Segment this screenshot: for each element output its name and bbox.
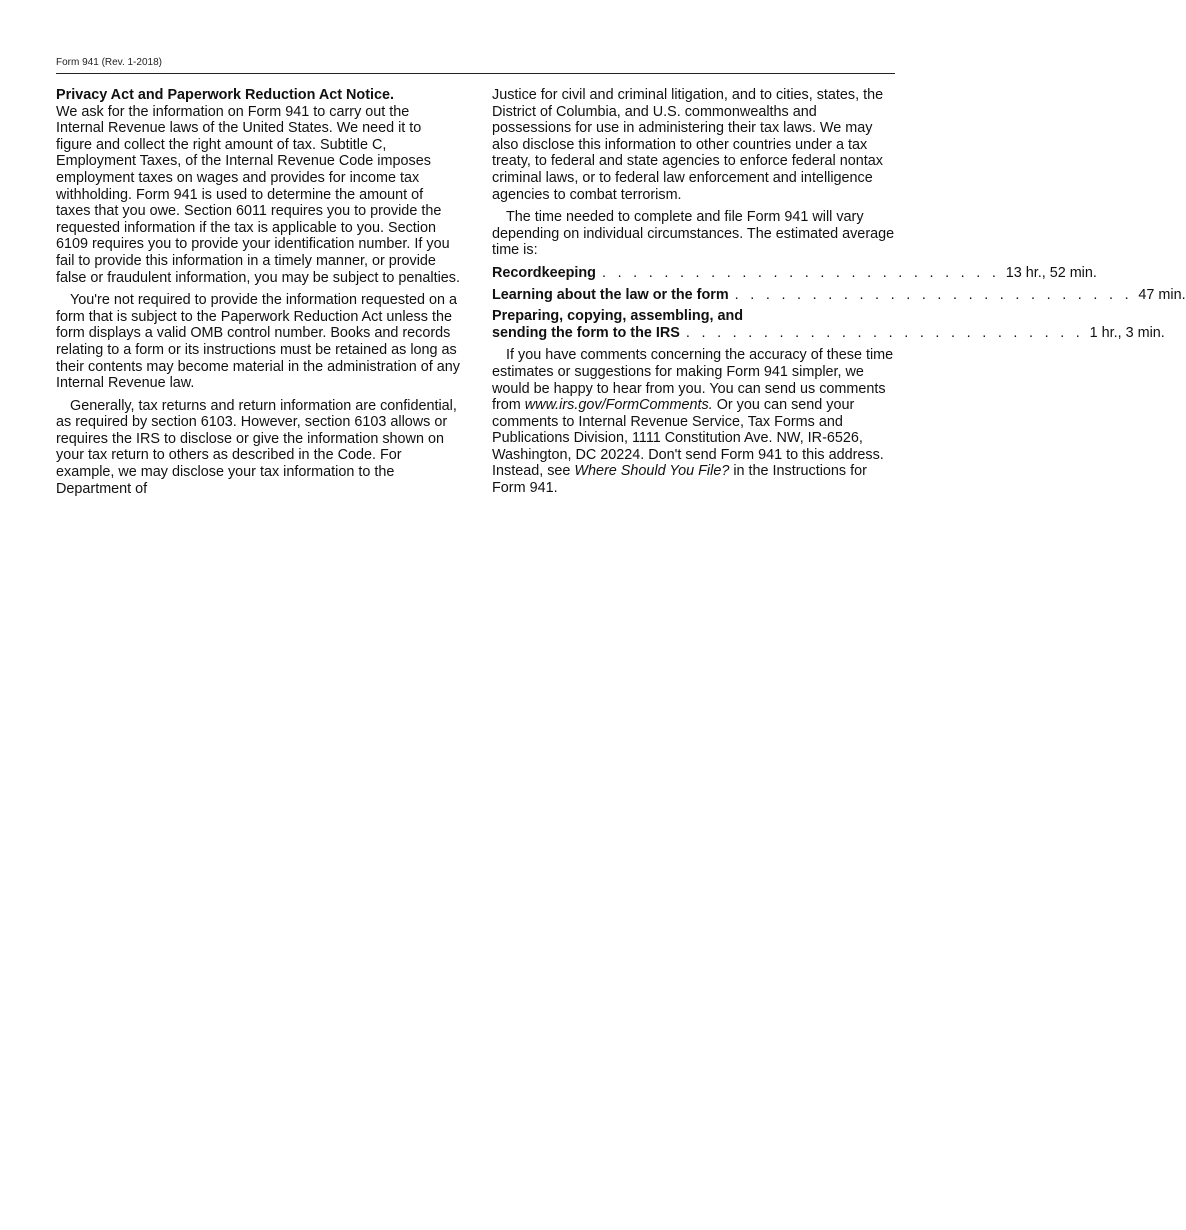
dot-leader: . . . . . . . . . . . . . . . . . . . . . . . . . . [601,264,1000,281]
dot-leader: . . . . . . . . . . . . . . . . . . . . . . . . . . [685,324,1084,341]
time-label: Learning about the law or the form [492,286,729,303]
time-estimate-intro: The time needed to complete and file Form 941 will vary depending on individual circumstances. The estimated average time is: [492,209,895,259]
time-label-line1: Preparing, copying, assembling, and [492,308,744,325]
comments-text: If you have comments concerning the accuracy of these time estimates or suggestions for making Form 941 simpler, we would be happy to hear from you. You can send us comments from [492,347,894,414]
time-label: Recordkeeping [492,264,596,281]
comments-text-cont: Or you can send your comments to Internal Revenue Service, Tax Forms and Publications Division, 1111 Constitution Ave. NW, IR-6526, Washington, DC 20224. Don't send Form 941 to this address. Instead, see [492,397,884,480]
left-column [56,87,460,503]
time-label-line2: sending the form to the IRS [492,324,680,341]
comments-text-end: in the Instructions for Form 941. [492,463,867,497]
header-rule [56,73,895,74]
form-comments-link[interactable]: www.irs.gov/FormComments. [524,397,713,414]
where-file-reference: Where Should You File? [574,463,730,480]
time-value: 13 hr., 52 min. [1005,264,1097,281]
time-row-preparing-line2 [492,324,1165,342]
time-value: 1 hr., 3 min. [1089,324,1165,341]
comments-paragraph [492,347,896,496]
time-row-preparing [492,308,1165,341]
privacy-paragraph: We ask for the information on Form 941 to carry out the Internal Revenue laws of the United States. We need it to figure and collect the right amount of tax. Subtitle C, Employment Taxes, of the Internal Revenue Code imposes employment taxes on wages and provides for income tax withholding. Form 941 is used to determine the amount of taxes that you owe. Section 6011 requires you to provide the requested information if the tax is applicable to you. Section 6109 requires you to provide your identification number. If you fail to provide this information in a timely manner, or provide false or fraudulent information, you may be subject to penalties. [56,103,460,286]
right-column [492,87,1186,503]
notice-heading: Privacy Act and Paperwork Reduction Act Notice. [56,87,395,103]
disclosure-paragraph: Justice for civil and criminal litigation, and to cities, states, the District of Columbia, and U.S. commonwealths and possessions for use in administering their tax laws. We may also disclose this information to other countries under a tax treaty, to federal and state agencies to enforce federal nontax criminal laws, or to federal law enforcement and intelligence agencies to combat terrorism. [492,87,884,203]
dot-leader: . . . . . . . . . . . . . . . . . . . . . . . . . . [734,286,1133,303]
omb-paragraph: You're not required to provide the information requested on a form that is subject to the Paperwork Reduction Act unless the form displays a valid OMB control number. Books and records relating to a form or its instructions must be retained as long as their contents may become material in the administration of any Internal Revenue law. [56,292,460,392]
time-value: 47 min. [1138,286,1186,303]
confidentiality-paragraph: Generally, tax returns and return information are confidential, as required by section 6103. However, section 6103 allows or requires the IRS to disclose or give the information shown on your tax return to others as described in the Code. For example, we may disclose your tax information to the Department of [56,397,457,497]
time-row-recordkeeping [492,264,1097,282]
form-revision-label: Form 941 (Rev. 1-2018) [56,57,162,68]
time-row-learning [492,286,1186,304]
